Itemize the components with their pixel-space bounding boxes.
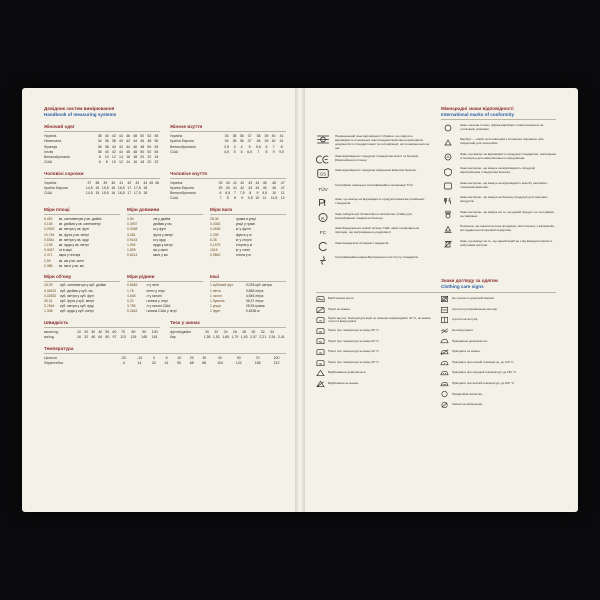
- list-item: 10,764 кв. фута у кв. метрі: [44, 232, 89, 237]
- section-title: Чоловіче взуття: [170, 171, 207, 177]
- section-title: Міри рідини: [127, 273, 155, 279]
- svg-text:30: 30: [319, 362, 322, 366]
- mark-row: GS Знак відповідності продукції німецьким вимогам безпеки.: [316, 168, 431, 179]
- measures-length: [127, 207, 203, 268]
- wash-icon: [316, 295, 325, 303]
- svg-text:TÜV: TÜV: [318, 186, 328, 192]
- left-page: [22, 88, 300, 512]
- table-row: США 4,5 5 6 6,5 7 8 9 9,5: [170, 149, 284, 154]
- care-item: 60 Прати при температурі не вище 60 °C.: [316, 337, 432, 345]
- divider: [170, 131, 286, 132]
- mobius-loop-icon: [441, 137, 455, 148]
- list-item: 1 бушель 36,37 літра: [210, 299, 264, 304]
- mark-row: Сертифікаційна марка Британського інституту стандартів.: [316, 255, 431, 266]
- do-not-wring-icon: [440, 327, 449, 335]
- care-item: Відбілювання дозволяється.: [316, 369, 432, 377]
- section-title: Жіноче взуття: [170, 124, 203, 130]
- table-row: Україна 37 38 39 40 41 42 43 44 45 46: [44, 180, 159, 185]
- care-item: Професійна хімчистка.: [440, 390, 556, 398]
- eco-marks-list: [441, 123, 556, 250]
- rostest-icon: [316, 197, 330, 208]
- mark-row: Національний знак відповідності України, що свідчить відповідність позначеної ним продукції вимогам нормативних документів із стандартизації та сертифікації, які поширюються на неї.: [316, 134, 431, 150]
- mark-row: Мьобіус — виріб, виготовлений з вторинної сировини, або придатний для переробки.: [441, 137, 556, 148]
- care-item: Не сушити в сушильній машині.: [440, 295, 556, 303]
- list-item: 0,386 кв. милі у кв. км: [44, 263, 84, 268]
- list-item: 0,4536 кг у фунті: [210, 227, 251, 232]
- divider: [44, 353, 286, 354]
- table-row: Великобританія 6 6,5 7 7,5 8 9 9,5 10 11: [170, 191, 285, 196]
- mark-row: UL Знак лабораторії Underwriters Laboratories (США) для випробування товарів на безпеку.: [316, 212, 431, 223]
- care-title-en: Clothing care signs: [441, 283, 484, 289]
- list-item: 0,155 кв. дюйма у кв. сантиметрі: [44, 222, 101, 227]
- right-page: [300, 88, 578, 512]
- divider: [44, 178, 160, 179]
- ul-icon: [316, 212, 330, 223]
- list-item: 1,196 кв. ярда у кв. метрі: [44, 243, 89, 248]
- divider: [170, 327, 286, 328]
- svg-text:UL: UL: [320, 215, 326, 220]
- divider: [210, 281, 286, 282]
- list-item: 1,308 куб. ярда у куб. метрі: [44, 309, 94, 314]
- care-item: 40 Прати при температурі не вище 40 °C.: [316, 348, 432, 356]
- table-row: бар 1,38 1,52 1,65 1,79 1,93 2,07 2,21 2,34 2,41: [170, 335, 285, 340]
- iron-icon: [440, 337, 449, 345]
- iron-two-dots-icon: [440, 369, 449, 377]
- section-title: Швидкість: [44, 320, 69, 326]
- list-item: 0,22 галона у літрі: [127, 299, 168, 304]
- mark-row: FC Знак Федеральної комісії зв'язку США, яким позначаються прилади, що випромінюють радіохвилі.: [316, 226, 431, 237]
- divider: [316, 292, 556, 293]
- mark-row: Знак Канадської Асоціації стандартів.: [316, 241, 431, 252]
- divider: [210, 214, 286, 215]
- care-item: Прасувати при високій температурі, до 200 °C.: [440, 380, 556, 388]
- list-item: 1,094 ярда у метрі: [127, 243, 173, 248]
- eco-label-icon: [441, 152, 455, 163]
- list-item: 1016 кг у тонні: [210, 248, 251, 253]
- right-page-title: [441, 106, 556, 118]
- table-row: Країни Європи 34 35 36 37 38 39 40 41: [170, 139, 284, 144]
- table-row: Франція 36 38 40 42 44 46 48 50 52: [44, 144, 159, 149]
- care-title-ua: Знаки догляду за одягом: [441, 277, 498, 283]
- table-men-shoes: [170, 171, 286, 201]
- iron-no-icon: [440, 348, 449, 356]
- list-item: 0,0353 унції у грамі: [210, 222, 255, 227]
- csa-icon: [316, 241, 330, 252]
- care-item: Сушити в розправленому вигляді.: [440, 306, 556, 314]
- ukrsepro-icon: [316, 134, 330, 145]
- care-right-column: [440, 295, 556, 412]
- section-title: Інші: [210, 273, 220, 279]
- table-row: Україна 39 40 41 42 43 44 45 46 47: [170, 180, 285, 185]
- divider: [170, 178, 286, 179]
- measures-volume: [44, 274, 120, 315]
- gs-icon: [316, 168, 330, 179]
- table-row: США 6 8 10 12 14 16 18 20 22: [44, 160, 159, 165]
- divider: [44, 281, 120, 282]
- tuv-icon: [316, 183, 330, 194]
- left-title-en: Handbook of measuring systems: [44, 112, 117, 118]
- table-row: Країни Європи 14,5 15 15,5 16 16,5 17 17,5 18: [44, 186, 148, 191]
- list-item: 2,59 кв. км у кв. милі: [44, 258, 84, 263]
- table-row: км/год 16 32 48 64 80 97 113 129 145 161: [44, 335, 158, 340]
- section-title: Міри площі: [44, 207, 70, 213]
- measures-area: [44, 207, 120, 268]
- ce-icon: [316, 154, 330, 165]
- dry-line-icon: [440, 316, 449, 324]
- table-row: США 7 8 8 9 9,5 10 11 11,5 12: [170, 196, 285, 201]
- list-item: 1 фунт 0,4536 кг: [210, 309, 260, 314]
- care-item: Прасування дозволяється.: [440, 337, 556, 345]
- list-item: 2,54 см у дюймі: [127, 217, 171, 222]
- list-item: 0,2642 галона США у літрі: [127, 309, 177, 314]
- wash-40-icon: [316, 348, 325, 356]
- recycle-icon: [441, 224, 455, 235]
- iron-three-dots-icon: [440, 380, 449, 388]
- list-item: 1 галон 4,546 літра: [210, 293, 264, 298]
- wash-no-icon: [316, 306, 325, 314]
- right-title-ua: Міжнародні знаки відповідності: [441, 106, 514, 111]
- list-item: 0,7646 куб. метра у куб. ярді: [44, 304, 94, 309]
- care-item: Сушити на мотузці.: [440, 316, 556, 324]
- table-row: Фаренгейта -4 14 32 41 50 68 86 104 122 158 212: [44, 361, 280, 366]
- section-title: Міри об'єму: [44, 273, 72, 279]
- list-item: 0,3937 дюйма у см: [127, 222, 172, 227]
- wash-95-icon: [316, 327, 325, 335]
- table-row: Німеччина 34 36 38 40 42 44 46 48 50: [44, 139, 159, 144]
- measures-other: [210, 274, 286, 315]
- measures-liquid: [127, 274, 203, 315]
- list-item: 1 кубічний фут 0,028 куб. метра: [210, 283, 272, 288]
- mark-row: Знак відповідності продукції стандартам якості та безпеки Європейського Союзу.: [316, 154, 431, 165]
- table-row: Україна 34 35 36 37 38 39 40 41: [170, 134, 284, 139]
- mark-row: Знак, що вказує на те, що даний виріб не слід викидати разом із побутовим сміттям.: [441, 239, 556, 250]
- list-item: 1,76 пінти у літрі: [127, 288, 165, 293]
- care-item: Виріб можна прати.: [316, 295, 432, 303]
- fcc-icon: [316, 226, 330, 237]
- section-title: Жіночий одяг: [44, 124, 75, 130]
- section-title: Температура: [44, 346, 74, 352]
- table-row: фунтів/дюйм 20 22 24 26 28 30 32 34: [170, 330, 274, 335]
- list-item: 0,02832 куб. метра у куб. футі: [44, 293, 95, 298]
- list-item: 28,35 грама в унції: [210, 217, 256, 222]
- list-item: 0,3048 м у футі: [127, 227, 166, 232]
- mark-row: TÜV Сертифікат німецької сертифікаційної організації TÜV.: [316, 183, 431, 194]
- mark-row: Знак контролю, що вказує на безпеку продукції для харчових продуктів.: [441, 195, 556, 206]
- mark-row: Знак «зелена точка»: фірма-виробник сплатила внесок за утилізацію упаковки.: [441, 123, 556, 134]
- svg-text:95: 95: [319, 330, 322, 334]
- table-speed: [44, 320, 160, 340]
- table-temperature: [44, 346, 286, 366]
- care-item: Не викручувати.: [440, 327, 556, 335]
- no-dry-clean-icon: [440, 401, 449, 409]
- table-tyre-pressure: [170, 320, 286, 340]
- care-item: 30 Прати при температурі не вище 30 °C.: [316, 359, 432, 367]
- care-item: Хімчистка заборонена.: [440, 401, 556, 409]
- list-item: 2,471 акра у гектарі: [44, 253, 81, 258]
- left-page-title: [44, 106, 286, 118]
- table-men-shirts: [44, 171, 160, 196]
- divider: [44, 327, 160, 328]
- svg-text:40: 40: [319, 351, 322, 355]
- wash-hand-icon: [316, 316, 325, 324]
- list-item: 1,609 км у милі: [127, 248, 168, 253]
- svg-text:60: 60: [319, 341, 322, 345]
- wash-30-icon: [316, 359, 325, 367]
- list-item: 6,452 кв. сантиметрів у кв. дюймі: [44, 217, 102, 222]
- list-item: 35,31 куб. фута у куб. метрі: [44, 299, 94, 304]
- divider: [127, 281, 203, 282]
- divider: [441, 119, 556, 120]
- care-item: Відбілювати не можна.: [316, 380, 432, 388]
- professional-clean-icon: [440, 390, 449, 398]
- open-book-spread: [22, 88, 578, 512]
- list-item: 0,9842 тонни у кг: [210, 253, 252, 258]
- divider: [44, 131, 160, 132]
- list-item: 0,5683 л у пінті: [127, 283, 159, 288]
- care-left-column: [316, 295, 432, 412]
- wash-60-icon: [316, 337, 325, 345]
- care-item: Прати вручну. Температура води не повинна перевищувати 40 °C, не можна терти та викручувати.: [316, 316, 432, 324]
- list-item: 3,785 л у галоні США: [127, 304, 171, 309]
- table-row: США 14,5 15 15,5 16 16,5 17 17,5 18: [44, 191, 148, 196]
- care-item: Прасувати при низькій температурі, до 110 °C.: [440, 359, 556, 367]
- conformity-marks-list: [316, 134, 431, 266]
- bsi-kitemark-icon: [316, 255, 330, 266]
- care-item: Прати не можна.: [316, 306, 432, 314]
- list-item: 0,9144 м у ярді: [127, 237, 166, 242]
- list-item: 0,6214 милі у км: [127, 253, 168, 258]
- section-title: Тиск у шинах: [170, 320, 200, 326]
- table-row: Україна 38 40 42 44 46 48 50 52 54: [44, 134, 159, 139]
- mark-row: Позначка, що наноситься на продукцію, виготовлену з матеріалів, які піддаються вторинній переробці.: [441, 224, 556, 235]
- list-item: 1 пінта 0,568 літра: [210, 288, 264, 293]
- table-row: Великобританія 2,5 3 4 5 5,5 6 7 8: [170, 144, 283, 149]
- mark-row: Знак контролю, що вказує на відповідність продукції європейським стандартам безпеки.: [441, 166, 556, 177]
- list-item: 0,4047 га в акрі: [44, 248, 72, 253]
- svg-text:FC: FC: [319, 229, 327, 235]
- table-women-dresses: [44, 124, 160, 165]
- measures-weight: [210, 207, 286, 268]
- care-item: Прасувати при середній температурі, до 150 °C.: [440, 369, 556, 377]
- iron-one-dot-icon: [440, 359, 449, 367]
- green-dot-icon: [441, 123, 455, 134]
- table-row: Цельсія -20 -10 0 5 10 20 30 40 50 70 100: [44, 355, 280, 360]
- list-item: 0,8361 кв. метра у кв. ярді: [44, 237, 89, 242]
- bleach-no-icon: [316, 380, 325, 388]
- section-title: Міри довжини: [127, 207, 160, 213]
- safety-check-icon: [441, 166, 455, 177]
- care-title: [441, 278, 556, 290]
- table-women-shoes: [170, 124, 286, 154]
- list-item: 0,1575 стоуна у кг: [210, 243, 253, 248]
- list-item: 6,35 кг у стоуні: [210, 237, 252, 242]
- tumble-dry-no-icon: [440, 295, 449, 303]
- list-item: 0,0929 кв. метра у кв. футі: [44, 227, 90, 232]
- mark-row: Знак, що вказує на відповідність продукції стандартам, пов'язаним із безпекою для навколишнього середовища.: [441, 152, 556, 163]
- table-row: Країни Європи 39 40 41 42 43 44 45 46 47: [170, 186, 285, 191]
- list-item: 4,546 л у галоні: [127, 293, 162, 298]
- list-item: 0,06102 куб. дюйма у куб. см: [44, 288, 93, 293]
- table-row: миль/год 10 20 30 40 50 60 70 80 90 100: [44, 330, 158, 335]
- section-title: Чоловічі сорочки: [44, 171, 84, 177]
- mark-row: Знак контролю, що вказує на відповідність виробу санітарно-гігієнічним вимогам.: [441, 181, 556, 192]
- svg-text:GS: GS: [320, 171, 326, 177]
- mark-row: Знак, що вказує на відповідність продукції вимогам російських стандартів.: [316, 197, 431, 208]
- cruelty-free-icon: [441, 210, 455, 221]
- weee-bin-icon: [441, 239, 455, 250]
- list-item: 16,39 куб. сантиметра у куб. дюймі: [44, 283, 106, 288]
- divider: [127, 214, 203, 215]
- care-item: Прасувати не можна.: [440, 348, 556, 356]
- care-item: 95 Прати при температурі не вище 95 °C.: [316, 327, 432, 335]
- section-title: Міри ваги: [210, 207, 233, 213]
- table-row: Італія 38 40 42 44 46 48 50 52 54: [44, 149, 159, 154]
- list-item: 1 унція 28,35 грама: [210, 304, 265, 309]
- bleach-icon: [316, 369, 325, 377]
- mark-row: Знак контролю, що вказує на те, що даний продукт не тестувався на тваринах.: [441, 210, 556, 221]
- hygiene-icon: [441, 181, 455, 192]
- right-title-en: International marks of conformity: [441, 112, 515, 117]
- food-safe-icon: [441, 195, 455, 206]
- list-item: 3,281 фута у метрі: [127, 232, 173, 237]
- list-item: 2,205 фунта у кг: [210, 232, 252, 237]
- left-title-ua: Довідник систем вимірювання: [44, 106, 115, 111]
- dry-flat-icon: [440, 306, 449, 314]
- table-row: Великобританія 8 10 12 14 16 18 20 22 24: [44, 154, 159, 159]
- divider: [44, 214, 120, 215]
